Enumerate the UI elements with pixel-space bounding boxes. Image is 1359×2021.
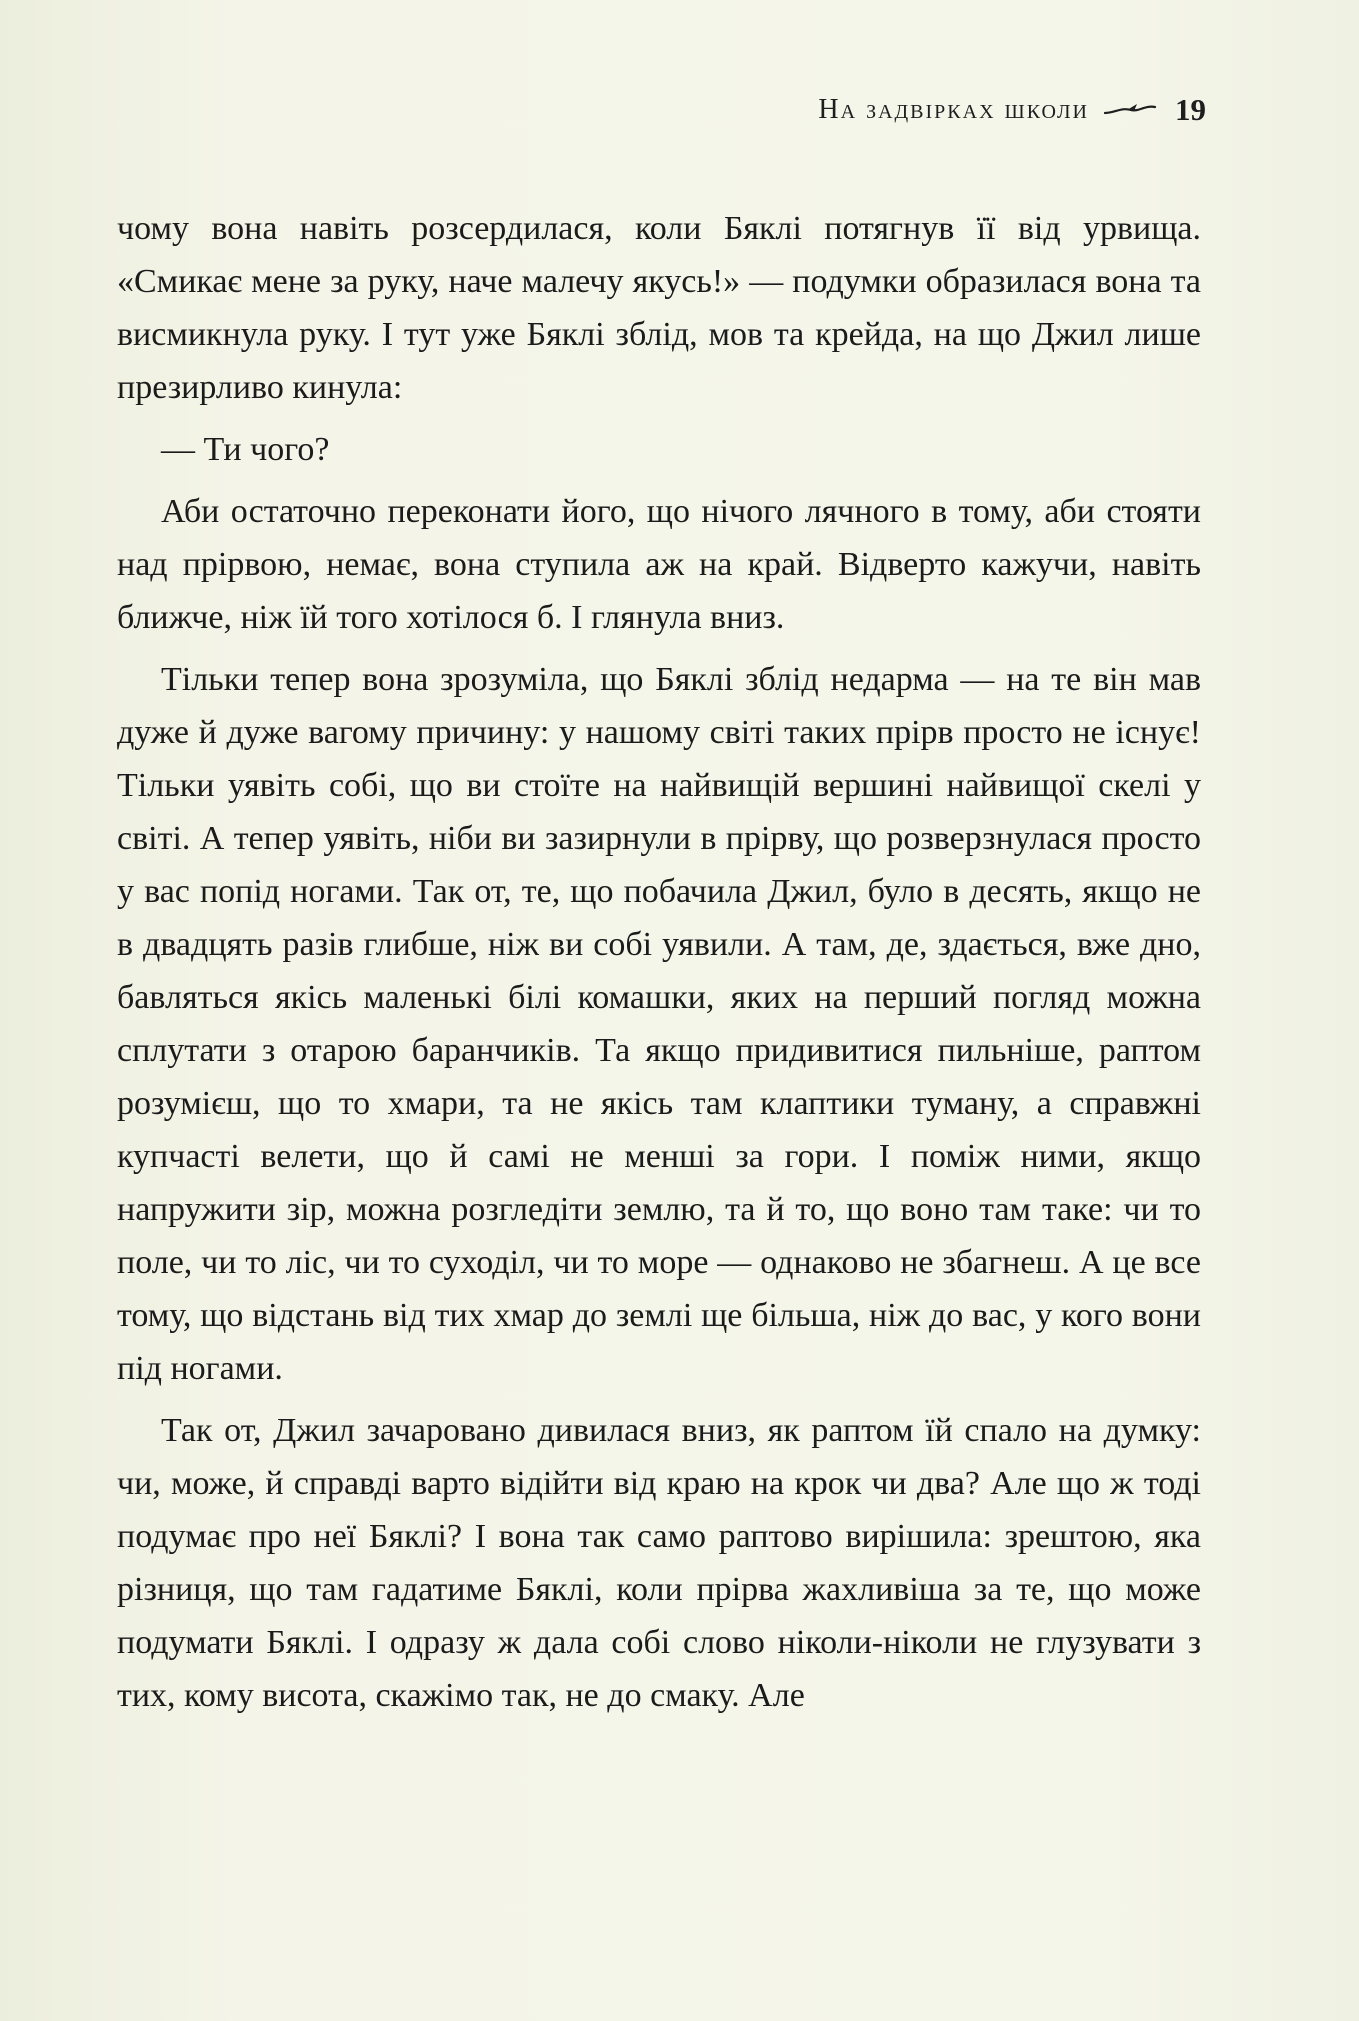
paragraph: Так от, Джил зачаровано дивилася вниз, як раптом їй спало на думку: чи, може, й справді варто відійти від краю на крок чи два? Але що ж тоді подумає про неї Бяклі? І вона так само раптово вирішила: зрештою, яка різниця, що там гадатиме Бяклі, коли прірва жахливіша за те, що може подумати Бяклі. І одразу ж дала собі слово ніколи-ніколи не глузувати з тих, кому висота, скажімо так, не до смаку. Але — [117, 1412, 1201, 1714]
paragraph: Тільки тепер вона зрозуміла, що Бяклі зблід недарма — на те він мав дуже й дуже вагому причину: у нашому світі таких прірв просто не існує! Тільки уявіть собі, що ви стоїте на найвищій вершині найвищої скелі у світі. А тепер уявіть, ніби ви зазирнули в прірву, що розверзнулася просто у вас попід ногами. Так от, те, що побачила Джил, було в десять, якщо не в двадцять разів глибше, ніж ви собі уявили. А там, де, здається, вже дно, бавляться якісь маленькі білі комашки, яких на перший погляд можна сплутати з отарою баранчиків. Та якщо придивитися пильніше, раптом розумієш, що то хмари, та не якісь там клаптики туману, а справжні купчасті велети, що й самі не менші за гори. І поміж ними, якщо напружити зір, можна розгледіти землю, та й то, що воно там таке: чи то поле, чи то ліс, чи то суходіл, чи то море — однаково не збагнеш. А це все тому, що відстань від тих хмар до землі ще більша, ніж до вас, у кого вони під ногами. — [117, 661, 1201, 1387]
body-text — [117, 202, 1201, 1731]
swash-ornament-icon — [1103, 101, 1157, 119]
paragraph: чому вона навіть розсердилася, коли Бяклі потягнув її від урвища. «Смикає мене за руку, наче малечу якусь!» — подумки образилася вона та висмикнула руку. І тут уже Бяклі зблід, мов та крейда, на що Джил лише презирливо кинула: — [117, 210, 1201, 406]
running-head — [818, 92, 1206, 128]
paragraph: Аби остаточно переконати його, що нічого лячного в тому, аби стояти над прірвою, немає, вона ступила аж на край. Відверто кажучи, навіть ближче, ніж їй того хотілося б. І глянула вниз. — [117, 493, 1201, 636]
paragraph: — Ти чого? — [161, 431, 330, 468]
page-number: 19 — [1175, 92, 1206, 127]
chapter-title: На задвірках школи — [818, 94, 1089, 125]
